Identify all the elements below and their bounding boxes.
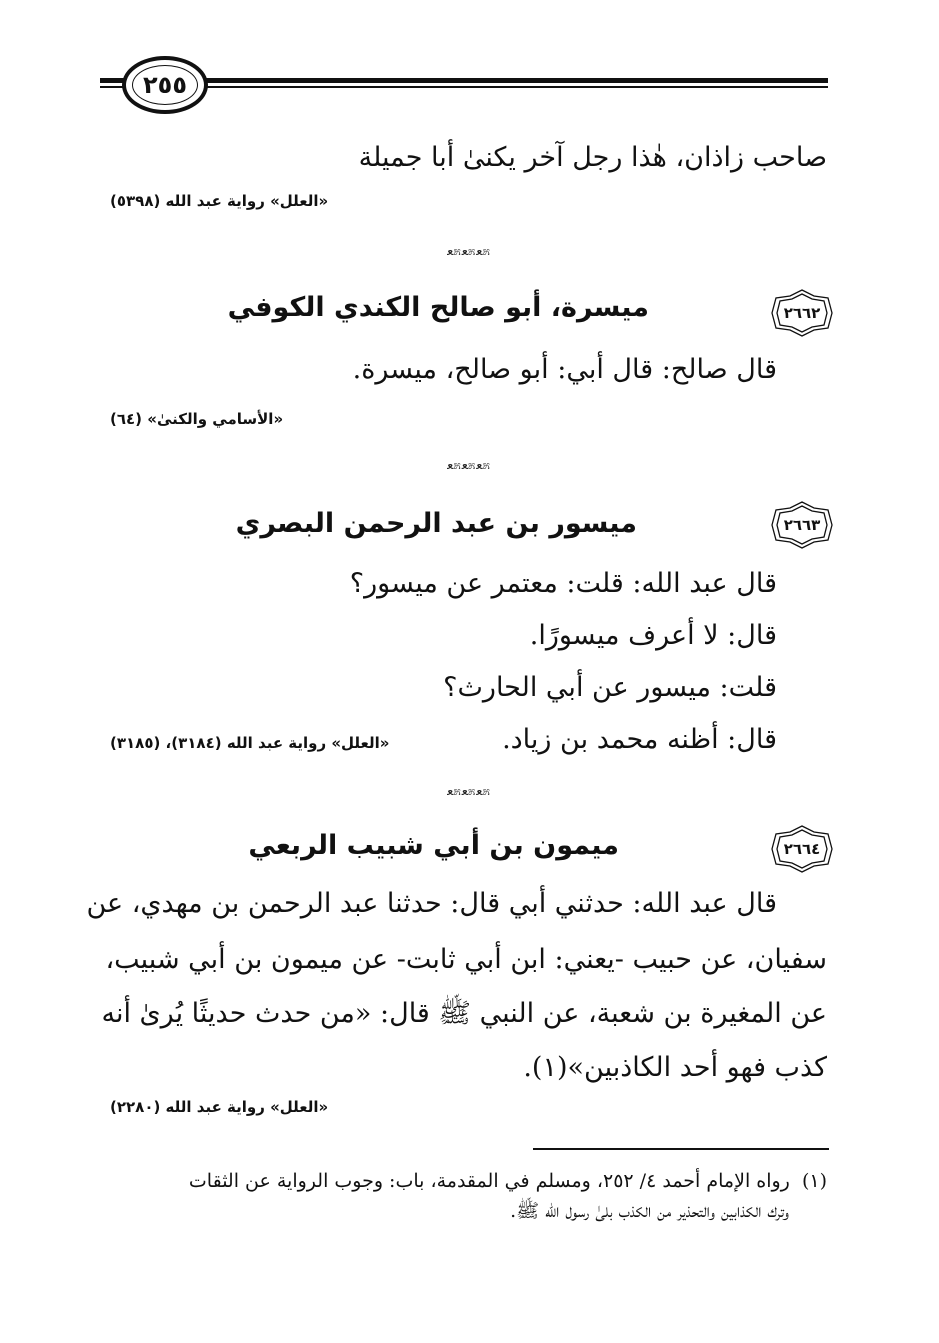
continued-text: صاحب زاذان، هٰذا رجل آخر يكنىٰ أبا جميلة	[358, 142, 827, 173]
footnote-line: وترك الكذابين والتحذير من الكذب بلىٰ رسول الله ﷺ.	[510, 1200, 789, 1222]
footnote-rule	[533, 1148, 829, 1150]
footnote-marker: (١)	[801, 1170, 827, 1192]
entry-number: ٢٦٦٣	[783, 516, 821, 534]
entry-text-line: قلت: ميسور عن أبي الحارث؟	[443, 672, 777, 703]
ornament-divider: ﻌ೫ﻌ೫ﻌ೫	[447, 458, 491, 473]
entry-number: ٢٦٦٤	[783, 840, 821, 858]
ornament-divider: ﻌ೫ﻌ೫ﻌ೫	[447, 244, 491, 259]
page-number: ٢٥٥	[143, 71, 187, 99]
header-rule	[100, 72, 828, 98]
entry-text-line: قال عبد الله: قلت: معتمر عن ميسور؟	[349, 568, 777, 599]
entry-number-medallion	[770, 288, 834, 338]
entry-number-medallion	[770, 500, 834, 550]
paragraph-line: قال عبد الله: حدثني أبي قال: حدثنا عبد الرحمن بن مهدي، عن	[86, 888, 777, 919]
source-citation: «العلل» رواية عبد الله (٣١٨٤)، (٣١٨٥)	[110, 734, 390, 752]
paragraph-line: سفيان، عن حبيب -يعني: ابن أبي ثابت- عن ميمون بن أبي شبيب،	[105, 944, 827, 975]
entry-number: ٢٦٦٢	[783, 304, 821, 322]
entry-title: ميسرة، أبو صالح الكندي الكوفي	[227, 292, 649, 323]
entry-title: ميسور بن عبد الرحمن البصري	[235, 508, 637, 539]
footnote	[107, 1166, 827, 1226]
entry-text-line: قال: لا أعرف ميسورًا.	[529, 620, 777, 651]
source-citation: «الأسامي والكنىٰ» (٦٤)	[110, 410, 284, 428]
entry-title: ميمون بن أبي شبيب الربعي	[248, 830, 619, 861]
ornament-divider: ﻌ೫ﻌ೫ﻌ೫	[447, 784, 491, 799]
entry-text-line: قال صالح: قال أبي: أبو صالح، ميسرة.	[352, 354, 777, 385]
footnote-line: رواه الإمام أحمد ٤/ ٢٥٢، ومسلم في المقدمة، باب: وجوب الرواية عن الثقات	[188, 1170, 790, 1192]
source-citation: «العلل» رواية عبد الله (٢٢٨٠)	[110, 1098, 329, 1116]
entry-number-medallion	[770, 824, 834, 874]
entry-text-line: قال: أظنه محمد بن زياد.	[502, 724, 777, 755]
paragraph-line: كذب فهو أحد الكاذبين»(١).	[523, 1052, 827, 1083]
source-citation: «العلل» رواية عبد الله (٥٣٩٨)	[110, 192, 329, 210]
paragraph-line: عن المغيرة بن شعبة، عن النبي ﷺ قال: «من حدث حديثًا يُرىٰ أنه	[101, 998, 827, 1029]
page-number-badge	[122, 56, 208, 114]
